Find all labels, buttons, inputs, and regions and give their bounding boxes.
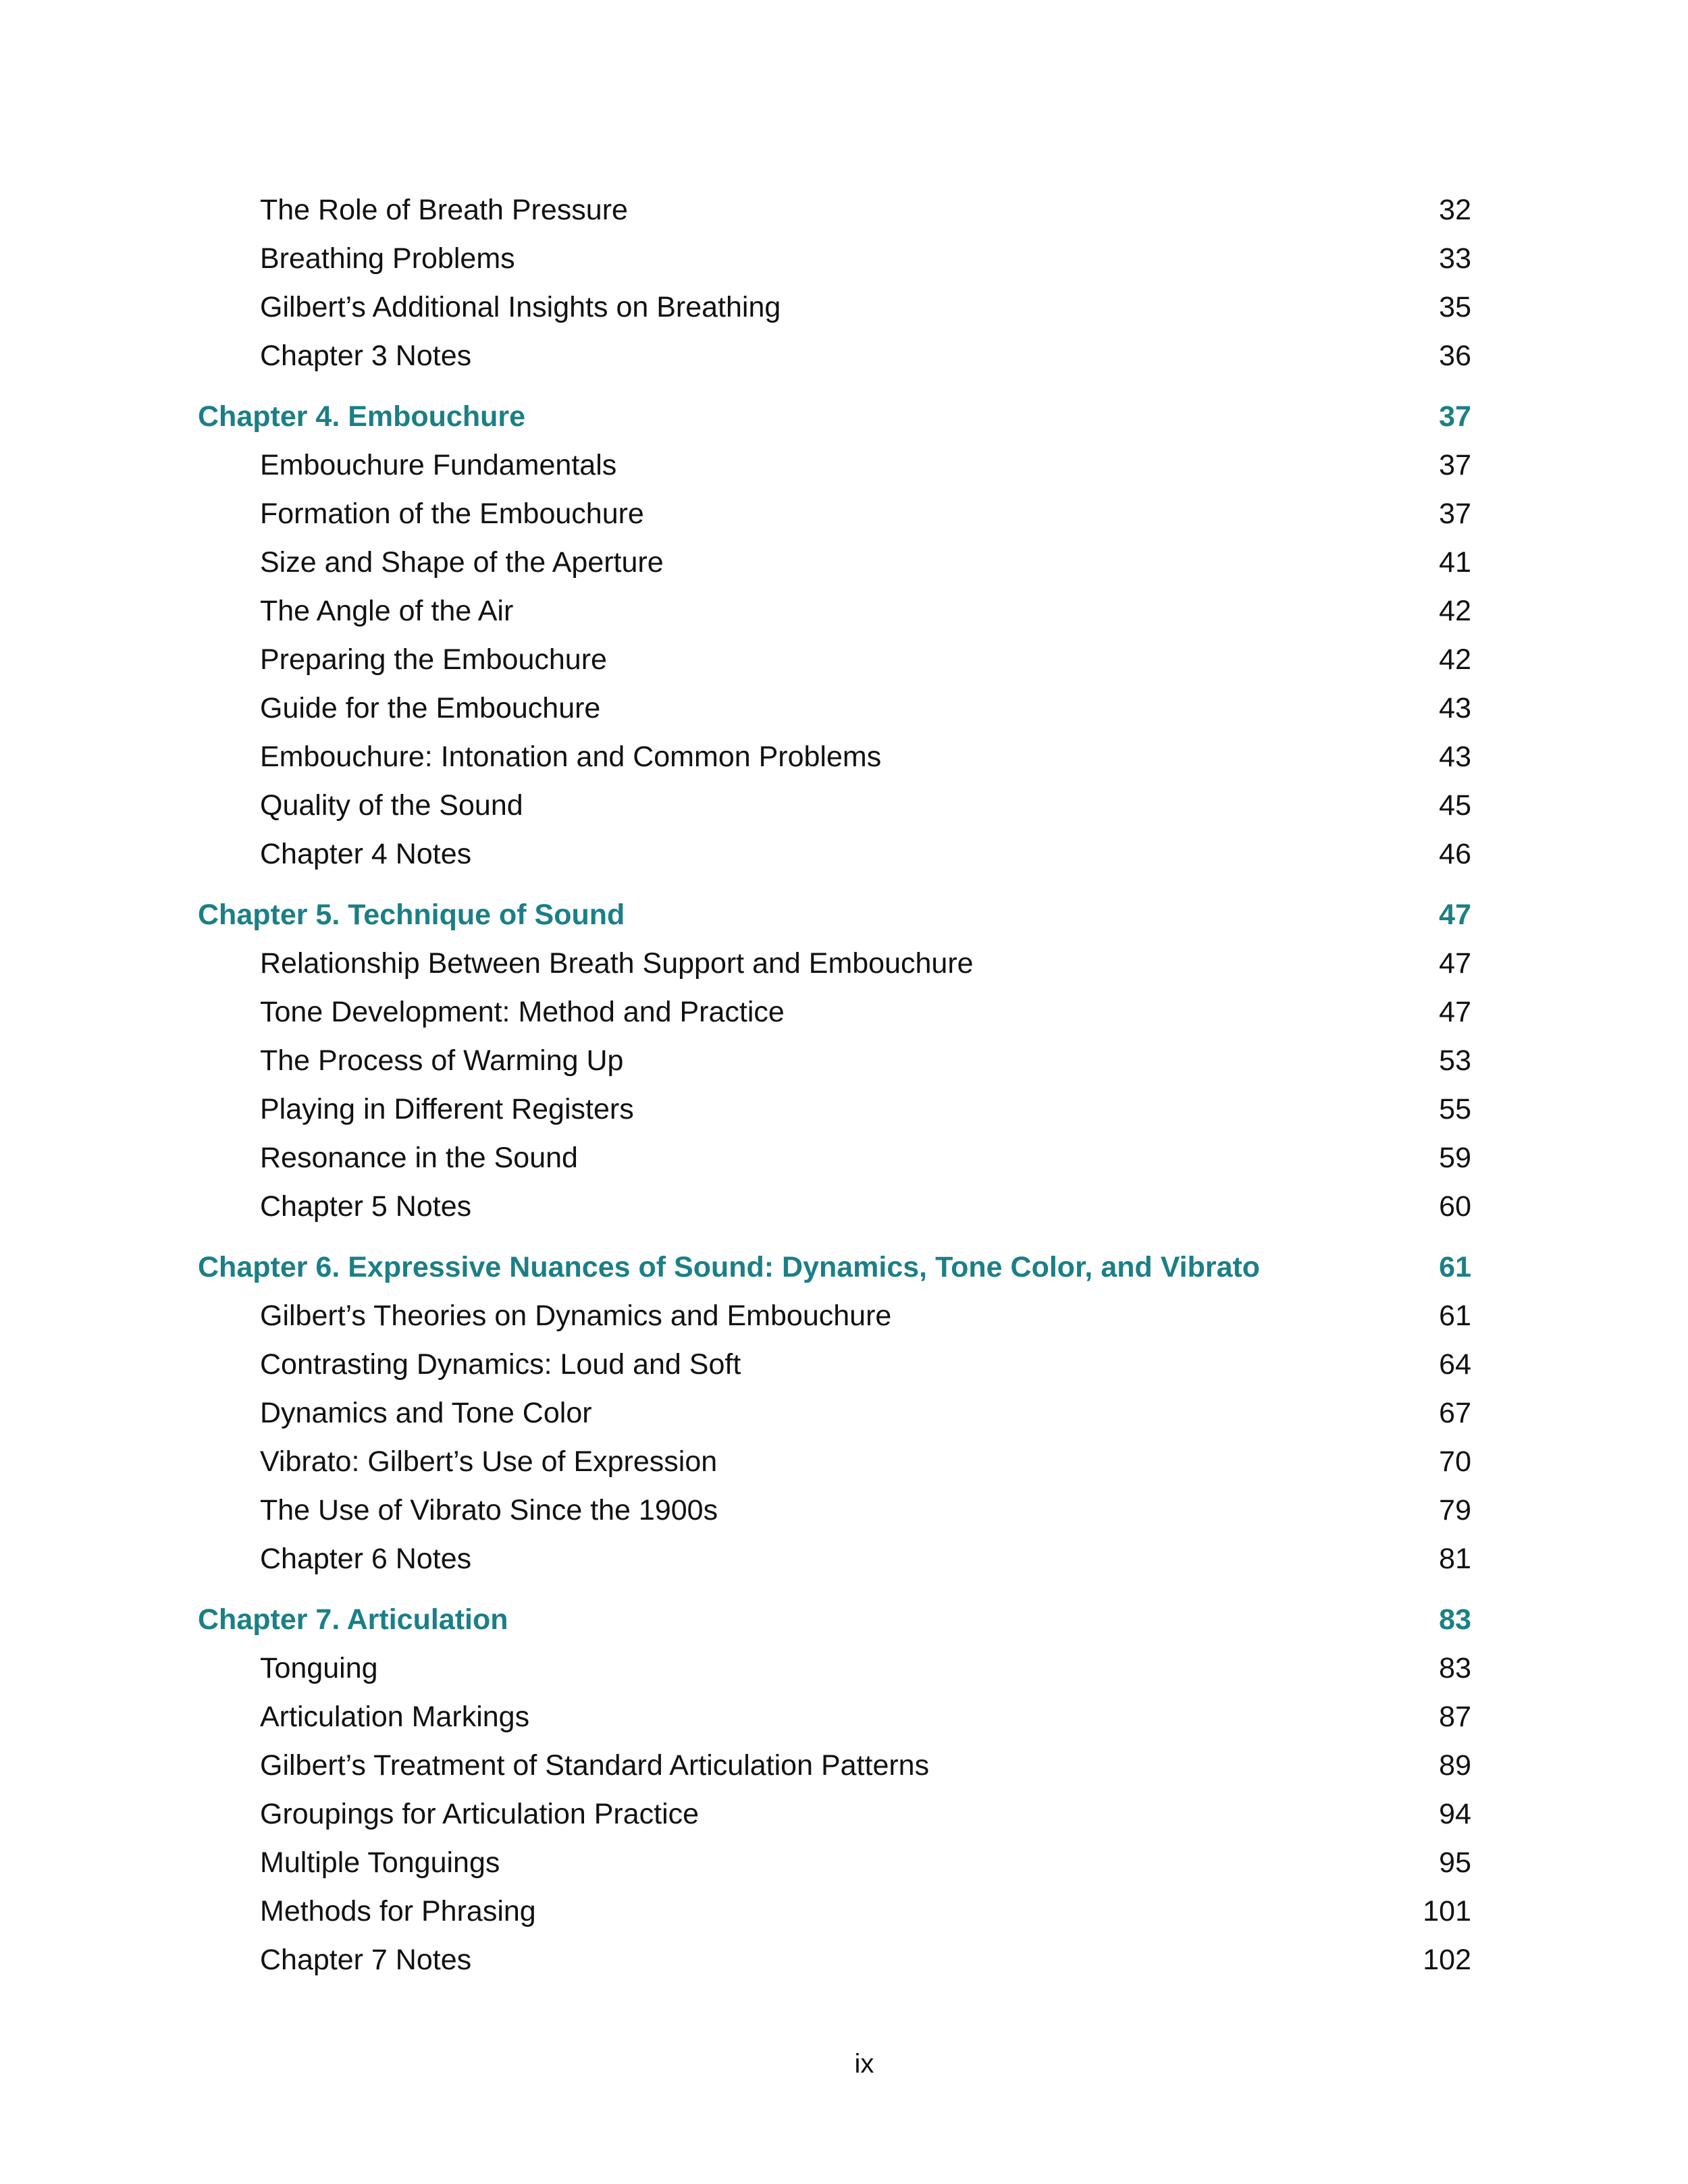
toc-entry[interactable] [0,639,1688,680]
toc-entry-title: Tone Development: Method and Practice [260,996,785,1028]
toc-entry-page-number: 37 [1439,498,1471,530]
toc-entry[interactable] [0,1891,1688,1932]
toc-entry-title: Chapter 6. Expressive Nuances of Sound: Dynamics, Tone Color, and Vibrato [198,1251,1261,1283]
toc-entry-page-number: 61 [1439,1300,1471,1332]
toc-entry-page-number: 60 [1439,1190,1471,1223]
toc-entry-page-number: 42 [1439,595,1471,627]
toc-entry[interactable] [0,1089,1688,1129]
toc-entry-page-number: 59 [1439,1142,1471,1174]
toc-entry-page-number: 67 [1439,1397,1471,1429]
toc-entry-title: Relationship Between Breath Support and Embouchure [260,947,974,980]
toc-entry-title: Embouchure: Intonation and Common Problems [260,741,882,773]
toc-entry[interactable] [0,238,1688,279]
toc-entry-title: Groupings for Articulation Practice [260,1798,700,1830]
toc-entry-page-number: 43 [1439,741,1471,773]
toc-entry-page-number: 47 [1439,947,1471,980]
toc-entry-title: Chapter 4 Notes [260,838,472,870]
toc-entry-title: Quality of the Sound [260,789,523,822]
toc-entry-title: The Process of Warming Up [260,1044,624,1077]
toc-entry-title: Chapter 7 Notes [260,1944,472,1976]
toc-chapter-heading[interactable] [0,1599,1688,1640]
toc-chapter-heading[interactable] [0,396,1688,437]
toc-entry-title: Chapter 3 Notes [260,340,472,372]
toc-entry-page-number: 36 [1439,340,1471,372]
toc-entry-title: Multiple Tonguings [260,1846,500,1879]
toc-entry[interactable] [0,1344,1688,1385]
toc-entry-page-number: 42 [1439,643,1471,676]
toc-chapter-heading[interactable] [0,1247,1688,1287]
toc-entry-page-number: 79 [1439,1494,1471,1526]
toc-entry-title: The Use of Vibrato Since the 1900s [260,1494,718,1526]
toc-entry-page-number: 37 [1439,400,1471,433]
toc-entry-title: Chapter 5 Notes [260,1190,472,1223]
toc-entry-page-number: 102 [1423,1944,1471,1976]
toc-entry[interactable] [0,1393,1688,1433]
toc-entry-title: Gilbert’s Treatment of Standard Articulation Patterns [260,1749,930,1782]
toc-entry[interactable] [0,1040,1688,1081]
toc-entry-title: Embouchure Fundamentals [260,449,617,481]
toc-entry-title: Contrasting Dynamics: Loud and Soft [260,1348,741,1381]
toc-entry-page-number: 55 [1439,1093,1471,1125]
toc-entry-page-number: 33 [1439,242,1471,275]
toc-entry[interactable] [0,542,1688,583]
toc-entry-title: Chapter 6 Notes [260,1543,472,1575]
toc-entry[interactable] [0,1697,1688,1737]
toc-entry[interactable] [0,737,1688,777]
toc-entry[interactable] [0,190,1688,230]
toc-entry-page-number: 87 [1439,1701,1471,1733]
toc-entry[interactable] [0,1539,1688,1579]
toc-entry-title: Playing in Different Registers [260,1093,634,1125]
toc-entry-title: The Role of Breath Pressure [260,194,628,226]
toc-entry-title: Size and Shape of the Aperture [260,546,664,579]
toc-entry[interactable] [0,1745,1688,1786]
toc-entry-title: Chapter 4. Embouchure [198,400,526,433]
toc-entry[interactable] [0,591,1688,631]
toc-entry-title: The Angle of the Air [260,595,514,627]
toc-entry[interactable] [0,834,1688,874]
toc-entry-page-number: 95 [1439,1846,1471,1879]
toc-entry-page-number: 47 [1439,996,1471,1028]
toc-entry-page-number: 46 [1439,838,1471,870]
toc-entry-page-number: 43 [1439,692,1471,724]
toc-entry[interactable] [0,287,1688,327]
toc-entry-page-number: 83 [1439,1603,1471,1636]
toc-entry[interactable] [0,1842,1688,1883]
toc-entry-page-number: 47 [1439,899,1471,931]
toc-entry-title: Articulation Markings [260,1701,530,1733]
toc-entry[interactable] [0,336,1688,376]
toc-entry-page-number: 32 [1439,194,1471,226]
toc-entry[interactable] [0,785,1688,826]
toc-entry-title: Chapter 7. Articulation [198,1603,508,1636]
page-number: ix [854,2049,874,2079]
toc-entry-page-number: 37 [1439,449,1471,481]
toc-entry-page-number: 61 [1439,1251,1471,1283]
toc-entry-title: Gilbert’s Additional Insights on Breathing [260,291,781,323]
toc-entry[interactable] [0,445,1688,485]
toc-entry-title: Gilbert’s Theories on Dynamics and Embouchure [260,1300,892,1332]
toc-chapter-heading[interactable] [0,895,1688,935]
toc-entry[interactable] [0,1648,1688,1688]
toc-entry-title: Guide for the Embouchure [260,692,601,724]
toc-entry-title: Resonance in the Sound [260,1142,578,1174]
toc-entry[interactable] [0,943,1688,984]
toc-entry-title: Tonguing [260,1652,378,1684]
toc-entry[interactable] [0,1794,1688,1834]
toc-entry-title: Vibrato: Gilbert’s Use of Expression [260,1445,718,1478]
toc-entry-title: Dynamics and Tone Color [260,1397,592,1429]
toc-entry-page-number: 70 [1439,1445,1471,1478]
toc-entry[interactable] [0,494,1688,534]
toc-entry-page-number: 41 [1439,546,1471,579]
toc-entry[interactable] [0,1186,1688,1227]
toc-entry-page-number: 83 [1439,1652,1471,1684]
toc-entry-page-number: 35 [1439,291,1471,323]
toc-entry-page-number: 45 [1439,789,1471,822]
toc-entry[interactable] [0,1940,1688,1980]
toc-entry-title: Formation of the Embouchure [260,498,644,530]
toc-entry-page-number: 94 [1439,1798,1471,1830]
toc-entry[interactable] [0,688,1688,728]
toc-entry[interactable] [0,1441,1688,1482]
toc-entry-title: Methods for Phrasing [260,1895,536,1927]
toc-entry-page-number: 53 [1439,1044,1471,1077]
toc-entry[interactable] [0,1296,1688,1336]
toc-entry-title: Breathing Problems [260,242,515,275]
toc-entry[interactable] [0,1138,1688,1178]
toc-entry[interactable] [0,1490,1688,1530]
toc-entry-page-number: 64 [1439,1348,1471,1381]
toc-entry[interactable] [0,992,1688,1032]
toc-entry-page-number: 81 [1439,1543,1471,1575]
toc-entry-title: Preparing the Embouchure [260,643,607,676]
toc-entry-page-number: 89 [1439,1749,1471,1782]
toc-entry-page-number: 101 [1423,1895,1471,1927]
toc-entry-title: Chapter 5. Technique of Sound [198,899,625,931]
